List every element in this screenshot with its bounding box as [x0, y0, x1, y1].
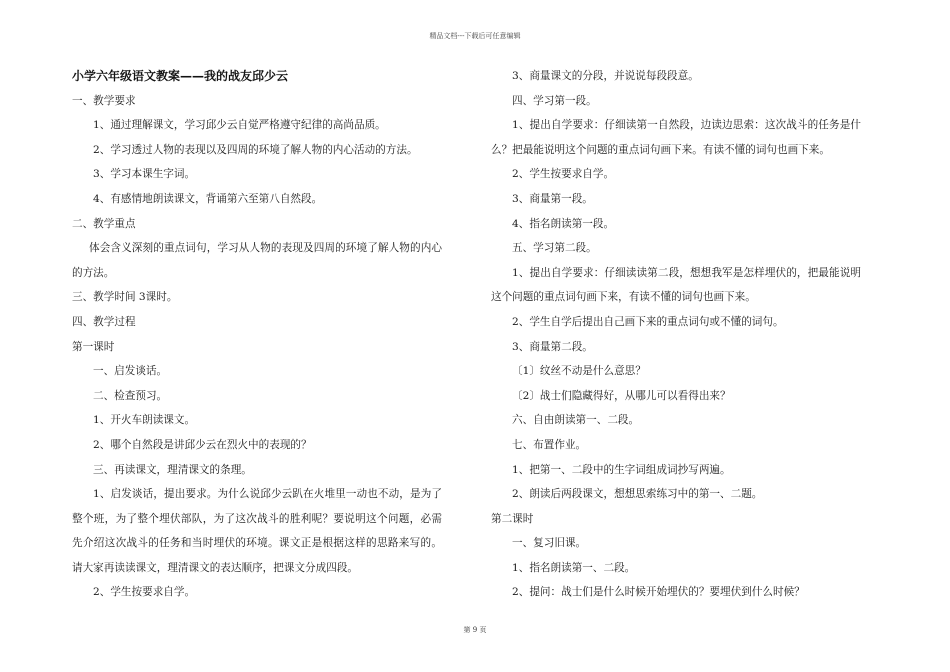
- paragraph: 3、商量第一段。: [512, 192, 593, 205]
- paragraph: 〔2〕战士们隐藏得好，从哪儿可以看得出来？: [512, 389, 731, 402]
- paragraph: 五、学习第二段。: [512, 242, 597, 255]
- paragraph: 4、指名朗读第一段。: [512, 217, 615, 230]
- page-number: 第 9 页: [463, 626, 487, 634]
- section-heading: 一、教学要求: [72, 94, 136, 107]
- paragraph: 2、学生自学后提出自己画下来的重点词句或不懂的词句。: [512, 315, 784, 328]
- paragraph: 4、有感情地朗读课文，背诵第六至第八自然段。: [93, 192, 323, 205]
- paragraph: 1、通过理解课文，学习邱少云自觉严格遵守纪律的高尚品质。: [93, 119, 386, 132]
- paragraph: 六、自由朗读第一、二段。: [512, 414, 640, 427]
- paragraph: 2、学生按要求自学。: [93, 586, 196, 599]
- paragraph: 1、提出自学要求：仔细读第一自然段，边读边思索：这次战斗的任务是什么？把最能说明这个问题的重点词句画下来。有读不懂的词句也画下来。: [491, 119, 861, 156]
- lesson-heading: 第一课时: [72, 340, 115, 353]
- right-column: [491, 64, 861, 605]
- paragraph: 3、商量课文的分段，并说说每段段意。: [512, 70, 699, 82]
- paragraph: 七、布置作业。: [512, 438, 587, 451]
- paragraph: 体会含义深刻的重点词句，学习从人物的表现及四周的环境了解人物的内心的方法。: [72, 242, 442, 279]
- paragraph: 2、学生按要求自学。: [512, 168, 615, 181]
- paragraph: 3、学习本课生字词。: [93, 168, 196, 181]
- left-column: [72, 64, 442, 605]
- paragraph: 1、提出自学要求：仔细读读第二段，想想我军是怎样埋伏的，把最能说明这个问题的重点词句画下来，有读不懂的词句也画下来。: [491, 266, 861, 304]
- document-title: 小学六年级语文教案——我的战友邱少云: [72, 69, 289, 83]
- paragraph: 二、检查预习。: [93, 389, 168, 402]
- paragraph: 1、启发谈话，提出要求。为什么说邱少云趴在火堆里一动也不动，是为了整个班，为了整个埋伏部队，为了这次战斗的胜利呢？要说明这个问题，必需先介绍这次战斗的任务和当时埋伏的环境。课文正是根据这样的思路来写的。请大家再读读课文，理清课文的表达顺序，把课文分成四段。: [72, 488, 442, 574]
- section-heading: 二、教学重点: [72, 217, 136, 230]
- page-header: 精品文档---下载后可任意编辑: [429, 32, 521, 40]
- paragraph: 1、把第一、二段中的生字词组成词抄写两遍。: [512, 463, 731, 476]
- paragraph: 2、朗读后两段课文，想想思索练习中的第一、二题。: [512, 488, 763, 501]
- paragraph: 1、指名朗读第一、二段。: [512, 561, 636, 574]
- paragraph: 1、开火车朗读课文。: [93, 414, 196, 427]
- lesson-heading: 第二课时: [491, 512, 534, 525]
- section-heading: 四、教学过程: [72, 315, 136, 328]
- paragraph: 一、启发谈话。: [93, 365, 168, 378]
- paragraph: 三、再读课文，理清课文的条理。: [93, 463, 252, 476]
- paragraph: 四、学习第一段。: [512, 94, 597, 107]
- paragraph: 2、提问：战士们是什么时候开始埋伏的？要埋伏到什么时候？: [512, 586, 805, 599]
- paragraph: 3、商量第二段。: [512, 340, 593, 353]
- section-heading: 三、教学时间 3课时。: [72, 291, 178, 304]
- paragraph: 2、学习透过人物的表现以及四周的环境了解人物的内心活动的方法。: [93, 143, 418, 156]
- paragraph: 一、复习旧课。: [512, 537, 587, 550]
- paragraph: 2、哪个自然段是讲邱少云在烈火中的表现的？: [93, 438, 312, 451]
- paragraph: 〔1〕纹丝不动是什么意思？: [512, 365, 646, 378]
